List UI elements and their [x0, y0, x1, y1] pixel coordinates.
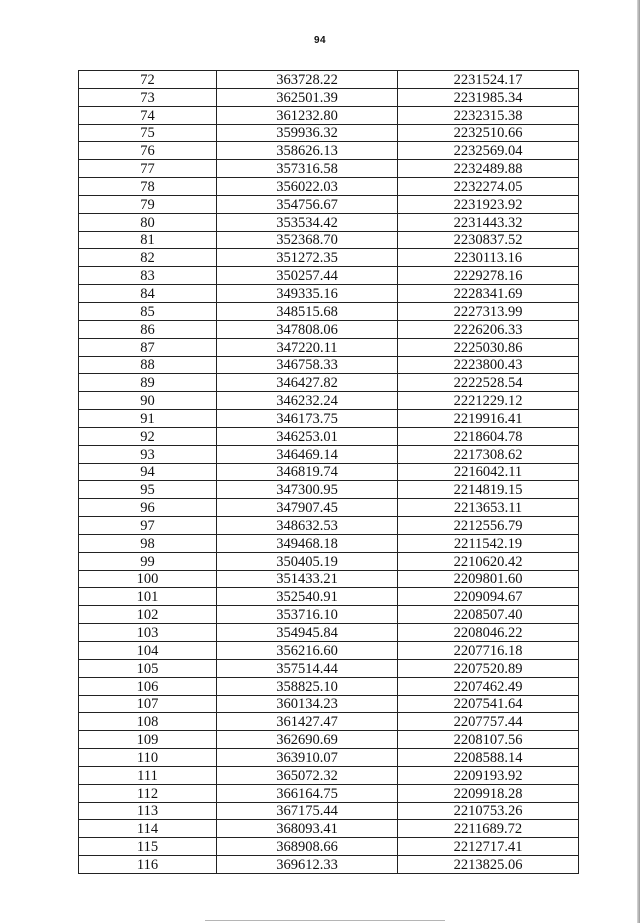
- page-number: 94: [313, 35, 327, 46]
- x-coordinate-cell: 348632.53: [217, 517, 398, 535]
- x-coordinate-cell: 346427.82: [217, 374, 398, 392]
- table-row: [79, 124, 579, 142]
- table-row: [79, 749, 579, 767]
- x-coordinate-cell: 348515.68: [217, 302, 398, 320]
- point-number-cell: 79: [79, 195, 217, 213]
- y-coordinate-cell: 2208507.40: [398, 606, 579, 624]
- y-coordinate-cell: 2207462.49: [398, 677, 579, 695]
- point-number-cell: 77: [79, 160, 217, 178]
- point-number-cell: 91: [79, 410, 217, 428]
- x-coordinate-cell: 353534.42: [217, 213, 398, 231]
- table-row: [79, 231, 579, 249]
- table-row: [79, 713, 579, 731]
- table-row: [79, 356, 579, 374]
- x-coordinate-cell: 367175.44: [217, 802, 398, 820]
- y-coordinate-cell: 2213653.11: [398, 499, 579, 517]
- y-coordinate-cell: 2207541.64: [398, 695, 579, 713]
- y-coordinate-cell: 2230113.16: [398, 249, 579, 267]
- table-row: [79, 374, 579, 392]
- point-number-cell: 107: [79, 695, 217, 713]
- x-coordinate-cell: 346819.74: [217, 463, 398, 481]
- x-coordinate-cell: 347220.11: [217, 338, 398, 356]
- y-coordinate-cell: 2210753.26: [398, 802, 579, 820]
- point-number-cell: 93: [79, 445, 217, 463]
- y-coordinate-cell: 2230837.52: [398, 231, 579, 249]
- table-row: [79, 677, 579, 695]
- point-number-cell: 113: [79, 802, 217, 820]
- y-coordinate-cell: 2208046.22: [398, 624, 579, 642]
- table-row: [79, 517, 579, 535]
- table-row: [79, 606, 579, 624]
- table-row: [79, 285, 579, 303]
- point-number-cell: 112: [79, 784, 217, 802]
- table-row: [79, 427, 579, 445]
- x-coordinate-cell: 362690.69: [217, 731, 398, 749]
- y-coordinate-cell: 2211542.19: [398, 534, 579, 552]
- x-coordinate-cell: 351272.35: [217, 249, 398, 267]
- table-row: [79, 856, 579, 874]
- y-coordinate-cell: 2209801.60: [398, 570, 579, 588]
- table-row: [79, 71, 579, 89]
- coordinate-table-body: [79, 71, 579, 874]
- x-coordinate-cell: 346253.01: [217, 427, 398, 445]
- point-number-cell: 73: [79, 88, 217, 106]
- table-row: [79, 552, 579, 570]
- table-row: [79, 570, 579, 588]
- y-coordinate-cell: 2231524.17: [398, 71, 579, 89]
- table-row: [79, 534, 579, 552]
- y-coordinate-cell: 2223800.43: [398, 356, 579, 374]
- x-coordinate-cell: 346758.33: [217, 356, 398, 374]
- point-number-cell: 92: [79, 427, 217, 445]
- table-row: [79, 463, 579, 481]
- point-number-cell: 116: [79, 856, 217, 874]
- point-number-cell: 81: [79, 231, 217, 249]
- point-number-cell: 103: [79, 624, 217, 642]
- x-coordinate-cell: 346469.14: [217, 445, 398, 463]
- point-number-cell: 86: [79, 320, 217, 338]
- x-coordinate-cell: 361427.47: [217, 713, 398, 731]
- x-coordinate-cell: 353716.10: [217, 606, 398, 624]
- table-row: [79, 106, 579, 124]
- table-row: [79, 445, 579, 463]
- y-coordinate-cell: 2216042.11: [398, 463, 579, 481]
- y-coordinate-cell: 2222528.54: [398, 374, 579, 392]
- x-coordinate-cell: 354756.67: [217, 195, 398, 213]
- y-coordinate-cell: 2207757.44: [398, 713, 579, 731]
- y-coordinate-cell: 2209094.67: [398, 588, 579, 606]
- table-row: [79, 481, 579, 499]
- y-coordinate-cell: 2232489.88: [398, 160, 579, 178]
- table-row: [79, 320, 579, 338]
- x-coordinate-cell: 365072.32: [217, 766, 398, 784]
- point-number-cell: 109: [79, 731, 217, 749]
- y-coordinate-cell: 2232315.38: [398, 106, 579, 124]
- point-number-cell: 82: [79, 249, 217, 267]
- y-coordinate-cell: 2217308.62: [398, 445, 579, 463]
- table-row: [79, 410, 579, 428]
- coordinate-table: [78, 70, 579, 874]
- point-number-cell: 83: [79, 267, 217, 285]
- x-coordinate-cell: 352368.70: [217, 231, 398, 249]
- table-row: [79, 731, 579, 749]
- point-number-cell: 72: [79, 71, 217, 89]
- y-coordinate-cell: 2208107.56: [398, 731, 579, 749]
- point-number-cell: 110: [79, 749, 217, 767]
- point-number-cell: 111: [79, 766, 217, 784]
- point-number-cell: 89: [79, 374, 217, 392]
- point-number-cell: 76: [79, 142, 217, 160]
- y-coordinate-cell: 2221229.12: [398, 392, 579, 410]
- scan-edge-line: [205, 920, 445, 921]
- point-number-cell: 100: [79, 570, 217, 588]
- x-coordinate-cell: 358626.13: [217, 142, 398, 160]
- x-coordinate-cell: 352540.91: [217, 588, 398, 606]
- table-row: [79, 213, 579, 231]
- x-coordinate-cell: 356216.60: [217, 642, 398, 660]
- table-row: [79, 249, 579, 267]
- point-number-cell: 96: [79, 499, 217, 517]
- table-row: [79, 802, 579, 820]
- point-number-cell: 94: [79, 463, 217, 481]
- table-row: [79, 624, 579, 642]
- y-coordinate-cell: 2231985.34: [398, 88, 579, 106]
- point-number-cell: 80: [79, 213, 217, 231]
- y-coordinate-cell: 2232274.05: [398, 178, 579, 196]
- table-row: [79, 838, 579, 856]
- table-row: [79, 267, 579, 285]
- point-number-cell: 84: [79, 285, 217, 303]
- y-coordinate-cell: 2210620.42: [398, 552, 579, 570]
- point-number-cell: 105: [79, 659, 217, 677]
- x-coordinate-cell: 363910.07: [217, 749, 398, 767]
- table-row: [79, 142, 579, 160]
- x-coordinate-cell: 350257.44: [217, 267, 398, 285]
- x-coordinate-cell: 356022.03: [217, 178, 398, 196]
- table-row: [79, 820, 579, 838]
- point-number-cell: 88: [79, 356, 217, 374]
- y-coordinate-cell: 2229278.16: [398, 267, 579, 285]
- y-coordinate-cell: 2211689.72: [398, 820, 579, 838]
- y-coordinate-cell: 2207520.89: [398, 659, 579, 677]
- point-number-cell: 98: [79, 534, 217, 552]
- x-coordinate-cell: 359936.32: [217, 124, 398, 142]
- table-row: [79, 338, 579, 356]
- y-coordinate-cell: 2212717.41: [398, 838, 579, 856]
- x-coordinate-cell: 357316.58: [217, 160, 398, 178]
- y-coordinate-cell: 2208588.14: [398, 749, 579, 767]
- x-coordinate-cell: 349468.18: [217, 534, 398, 552]
- y-coordinate-cell: 2212556.79: [398, 517, 579, 535]
- y-coordinate-cell: 2209918.28: [398, 784, 579, 802]
- x-coordinate-cell: 347808.06: [217, 320, 398, 338]
- y-coordinate-cell: 2227313.99: [398, 302, 579, 320]
- point-number-cell: 87: [79, 338, 217, 356]
- point-number-cell: 99: [79, 552, 217, 570]
- x-coordinate-cell: 357514.44: [217, 659, 398, 677]
- point-number-cell: 75: [79, 124, 217, 142]
- x-coordinate-cell: 350405.19: [217, 552, 398, 570]
- table-row: [79, 160, 579, 178]
- table-row: [79, 659, 579, 677]
- x-coordinate-cell: 349335.16: [217, 285, 398, 303]
- point-number-cell: 104: [79, 642, 217, 660]
- table-row: [79, 588, 579, 606]
- point-number-cell: 74: [79, 106, 217, 124]
- point-number-cell: 95: [79, 481, 217, 499]
- table-row: [79, 784, 579, 802]
- x-coordinate-cell: 358825.10: [217, 677, 398, 695]
- point-number-cell: 102: [79, 606, 217, 624]
- x-coordinate-cell: 361232.80: [217, 106, 398, 124]
- x-coordinate-cell: 369612.33: [217, 856, 398, 874]
- point-number-cell: 106: [79, 677, 217, 695]
- point-number-cell: 78: [79, 178, 217, 196]
- x-coordinate-cell: 362501.39: [217, 88, 398, 106]
- y-coordinate-cell: 2231443.32: [398, 213, 579, 231]
- table-row: [79, 178, 579, 196]
- x-coordinate-cell: 366164.75: [217, 784, 398, 802]
- y-coordinate-cell: 2218604.78: [398, 427, 579, 445]
- y-coordinate-cell: 2225030.86: [398, 338, 579, 356]
- table-row: [79, 302, 579, 320]
- table-row: [79, 499, 579, 517]
- y-coordinate-cell: 2214819.15: [398, 481, 579, 499]
- table-row: [79, 392, 579, 410]
- y-coordinate-cell: 2232569.04: [398, 142, 579, 160]
- x-coordinate-cell: 346232.24: [217, 392, 398, 410]
- x-coordinate-cell: 360134.23: [217, 695, 398, 713]
- point-number-cell: 114: [79, 820, 217, 838]
- x-coordinate-cell: 346173.75: [217, 410, 398, 428]
- table-row: [79, 642, 579, 660]
- point-number-cell: 108: [79, 713, 217, 731]
- y-coordinate-cell: 2226206.33: [398, 320, 579, 338]
- point-number-cell: 85: [79, 302, 217, 320]
- table-row: [79, 766, 579, 784]
- y-coordinate-cell: 2232510.66: [398, 124, 579, 142]
- table-row: [79, 195, 579, 213]
- point-number-cell: 97: [79, 517, 217, 535]
- x-coordinate-cell: 347907.45: [217, 499, 398, 517]
- point-number-cell: 115: [79, 838, 217, 856]
- x-coordinate-cell: 351433.21: [217, 570, 398, 588]
- y-coordinate-cell: 2213825.06: [398, 856, 579, 874]
- x-coordinate-cell: 368093.41: [217, 820, 398, 838]
- x-coordinate-cell: 354945.84: [217, 624, 398, 642]
- point-number-cell: 90: [79, 392, 217, 410]
- x-coordinate-cell: 347300.95: [217, 481, 398, 499]
- y-coordinate-cell: 2207716.18: [398, 642, 579, 660]
- y-coordinate-cell: 2219916.41: [398, 410, 579, 428]
- table-row: [79, 695, 579, 713]
- y-coordinate-cell: 2228341.69: [398, 285, 579, 303]
- y-coordinate-cell: 2231923.92: [398, 195, 579, 213]
- y-coordinate-cell: 2209193.92: [398, 766, 579, 784]
- x-coordinate-cell: 368908.66: [217, 838, 398, 856]
- x-coordinate-cell: 363728.22: [217, 71, 398, 89]
- table-row: [79, 88, 579, 106]
- point-number-cell: 101: [79, 588, 217, 606]
